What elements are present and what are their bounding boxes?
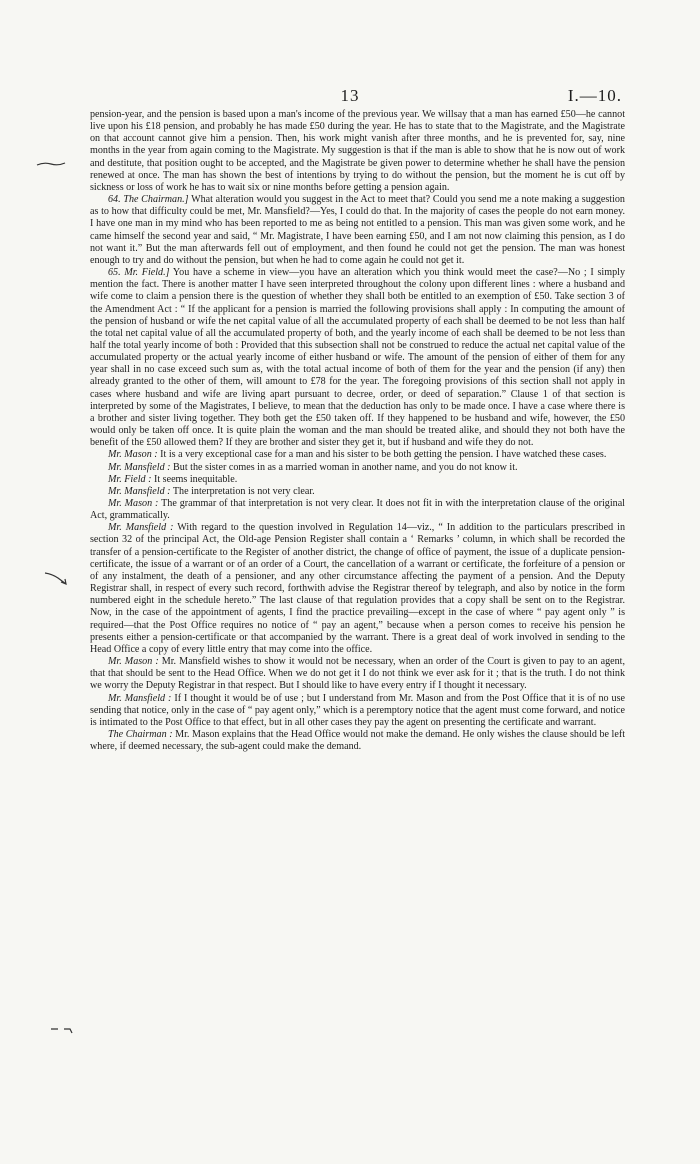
paragraph	[90, 498, 625, 522]
paragraph	[90, 194, 625, 267]
page-reference: I.—10.	[567, 86, 622, 105]
speaker-label: Mr. Field :	[108, 473, 152, 485]
paragraph	[90, 474, 625, 486]
paragraph-text: The interpretation is not very clear.	[170, 485, 315, 497]
speaker-label: Mr. Mason :	[108, 656, 159, 668]
speaker-label: Mr. Mansfield :	[108, 522, 174, 534]
paragraph	[90, 693, 625, 729]
paragraph-text: Mr. Mason explains that the Head Office would not make the demand. He only wishes the clause should be left where, if deemed necessary, the sub-agent could make the demand.	[90, 728, 625, 753]
margin-mark	[36, 160, 66, 168]
speaker-label: The Chairman :	[108, 728, 173, 740]
paragraph-text: You have a scheme in view—you have an alteration which you think would meet the case?—No ; I simply mention the fact. There is another matter I have seen interpreted throughout the colony upon different lines : where a husband and wife come to claim a pension there is the question of whether they shall both be entitled to an exemption of £50. Take section 3 of the Amendment Act : “ If the applicant for a pension is married the following provisions shall apply : In computing the amount of the pension of husband or wife the net capital value of all the accumulated property of each shall be deemed to be not less than half the total net capital value of all the accumulated property of both, and the yearly income of each shall be deemed to be not less than half the total yearly income of both : Provided that this subsection shall not be construed to reduce the actual net capital value of the accumulated property or the actual yearly income of either husband or wife. The amount of the pension of either of them for any year shall in no case exceed such sum as, with the total actual income of both of them for the year and the pension (if any) then already granted to the other of them, will amount to £78 for the year. The foregoing provisions of this section shall not apply in cases where husband and wife are living apart pursuant to decree, order, or deed of separation.” Clause 1 of that section is interpreted by some of the Magistrates, I believe, to mean that the deduction has only to be made once. I have a case where there is a brother and sister living together. They both get the £50 taken off. If they happened to be husband and wife, however, the £50 would only be taken off once. It is quite plain the woman and the man should be treated alike, and should they not both have the benefit of the £50 allowed them? If they are brother and sister they get it, but if husband and wife they do not.	[90, 267, 625, 449]
paragraph	[90, 729, 625, 753]
paragraph-text: It seems inequitable.	[151, 473, 238, 485]
paragraph-text: Mr. Mansfield wishes to show it would not be necessary, when an order of the Court is given to pay to an agent, that that should be sent to the Head Office. When we do not get it I do not think we ever ask for it ; that is the truth. I do not think we worry the Deputy Registrar in that respect. But I should like to have every entry if I thought it necessary.	[90, 656, 625, 692]
paragraph	[90, 267, 625, 449]
paragraph-text: The grammar of that interpretation is not very clear. It does not fit in with the interpretation clause of the original Act, grammatically.	[90, 498, 625, 522]
paragraph-text: What alteration would you suggest in the Act to meet that? Could you send me a note making a suggestion as to how that difficulty could be met, Mr. Mansfield?—Yes, I could do that. In the majority of cases the people do not earn money. I have one man in my mind who has been reported to me as being not entitled to a pension. This man was given some work, and he came himself the second year and said, “ Mr. Magistrate, I have been earning £50, and I am not now claiming this pension, as I do not want it.” But the man afterwards fell out of employment, and then found he could not get the pension. The man was honest enough to try and do without the pension, but when he had to come again he could not get it.	[90, 194, 625, 266]
paragraph	[90, 109, 625, 194]
paragraph	[90, 462, 625, 474]
paragraph	[90, 449, 625, 461]
paragraph	[90, 656, 625, 692]
margin-mark	[50, 1022, 76, 1036]
paragraph-text: But the sister comes in as a married woman in another name, and you do not know it.	[170, 461, 518, 473]
speaker-label: Mr. Mason :	[108, 449, 158, 461]
speaker-label: Mr. Mason :	[108, 498, 159, 509]
page-number: 13	[340, 86, 360, 105]
paragraph	[90, 486, 625, 498]
margin-mark	[44, 570, 70, 586]
paragraph	[90, 522, 625, 656]
speaker-label: Mr. Mansfield :	[108, 485, 171, 497]
speaker-label: Mr. Mansfield :	[108, 461, 171, 473]
speaker-label: 65. Mr. Field.]	[108, 267, 170, 279]
paragraph-text: It is a very exceptional case for a man and his sister to be both getting the pension. I have watched these cases.	[157, 449, 607, 461]
paragraph-text: If I thought it would be of use ; but I understand from Mr. Mason and from the Post Office that it is of no use sending that notice, only in the case of “ pay agent only,” which is a peremptory notice that the agent must come forward, and notice is intimated to the Post Office to that effect, but in all other cases they pay the agent on presenting the certificate and warrant.	[90, 692, 626, 728]
speaker-label: 64. The Chairman.]	[108, 194, 189, 206]
document-body	[90, 109, 625, 753]
paragraph-text: pension-year, and the pension is based upon a man's income of the previous year. We willsay that a man has earned £50—he cannot live upon his £18 pension, and probably he has made £50 during the year. He has to state that to the Magistrate, and the Magistrate on that account cannot give him a pension. Then, his work might vanish after three months, and he is prevented for, say, nine months in the year from again coming to the Magistrate. My suggestion is that if the man is able to show that he is now out of work and destitute, that position ought to be accepted, and the Magistrate be given power to determine whether he shall have the pension renewed at once. The man has shown the best of intentions by trying to do without the pension, but the moment he is cut off by sickness or loss of work he has to wait six or nine months before getting a pension again.	[90, 109, 625, 193]
paragraph-text: With regard to the question involved in Regulation 14—viz., “ In addition to the particulars prescribed in section 32 of the principal Act, the Old-age Pension Register shall contain a ‘ Remarks ’ column, in which shall be recorded the transfer of a pension-certificate to the Register of another district, the change of office of payment, the issue of a duplicate pension-certificate, the issue of a warrant or of an order of a Court, the cancellation of a warrant or certificate, the forfeiture of a pension or of any instalment, the death of a pensioner, and any other circumstance affecting the payment of a pension. And the Deputy Registrar shall, in respect of every such record, forthwith advise the Registrar thereof by telegraph, and also by notice in the form numbered eight in the schedule hereto.” The last clause of that regulation provides that a copy shall be sent on to the Registrar. Now, in the case of the appointment of agents, I find the practice prevailing—except in the case of where “ pay agent only ” is required—that the Post Office requires no notice of “ pay an agent,” because when a person comes to receive his pension he presents either a pension-certificate or that accompanied by the warrant. There is a great deal of work involved in sending to the Head Office a copy of every little entry that may come into the office.	[90, 522, 625, 655]
speaker-label: Mr. Mansfield :	[108, 692, 172, 704]
